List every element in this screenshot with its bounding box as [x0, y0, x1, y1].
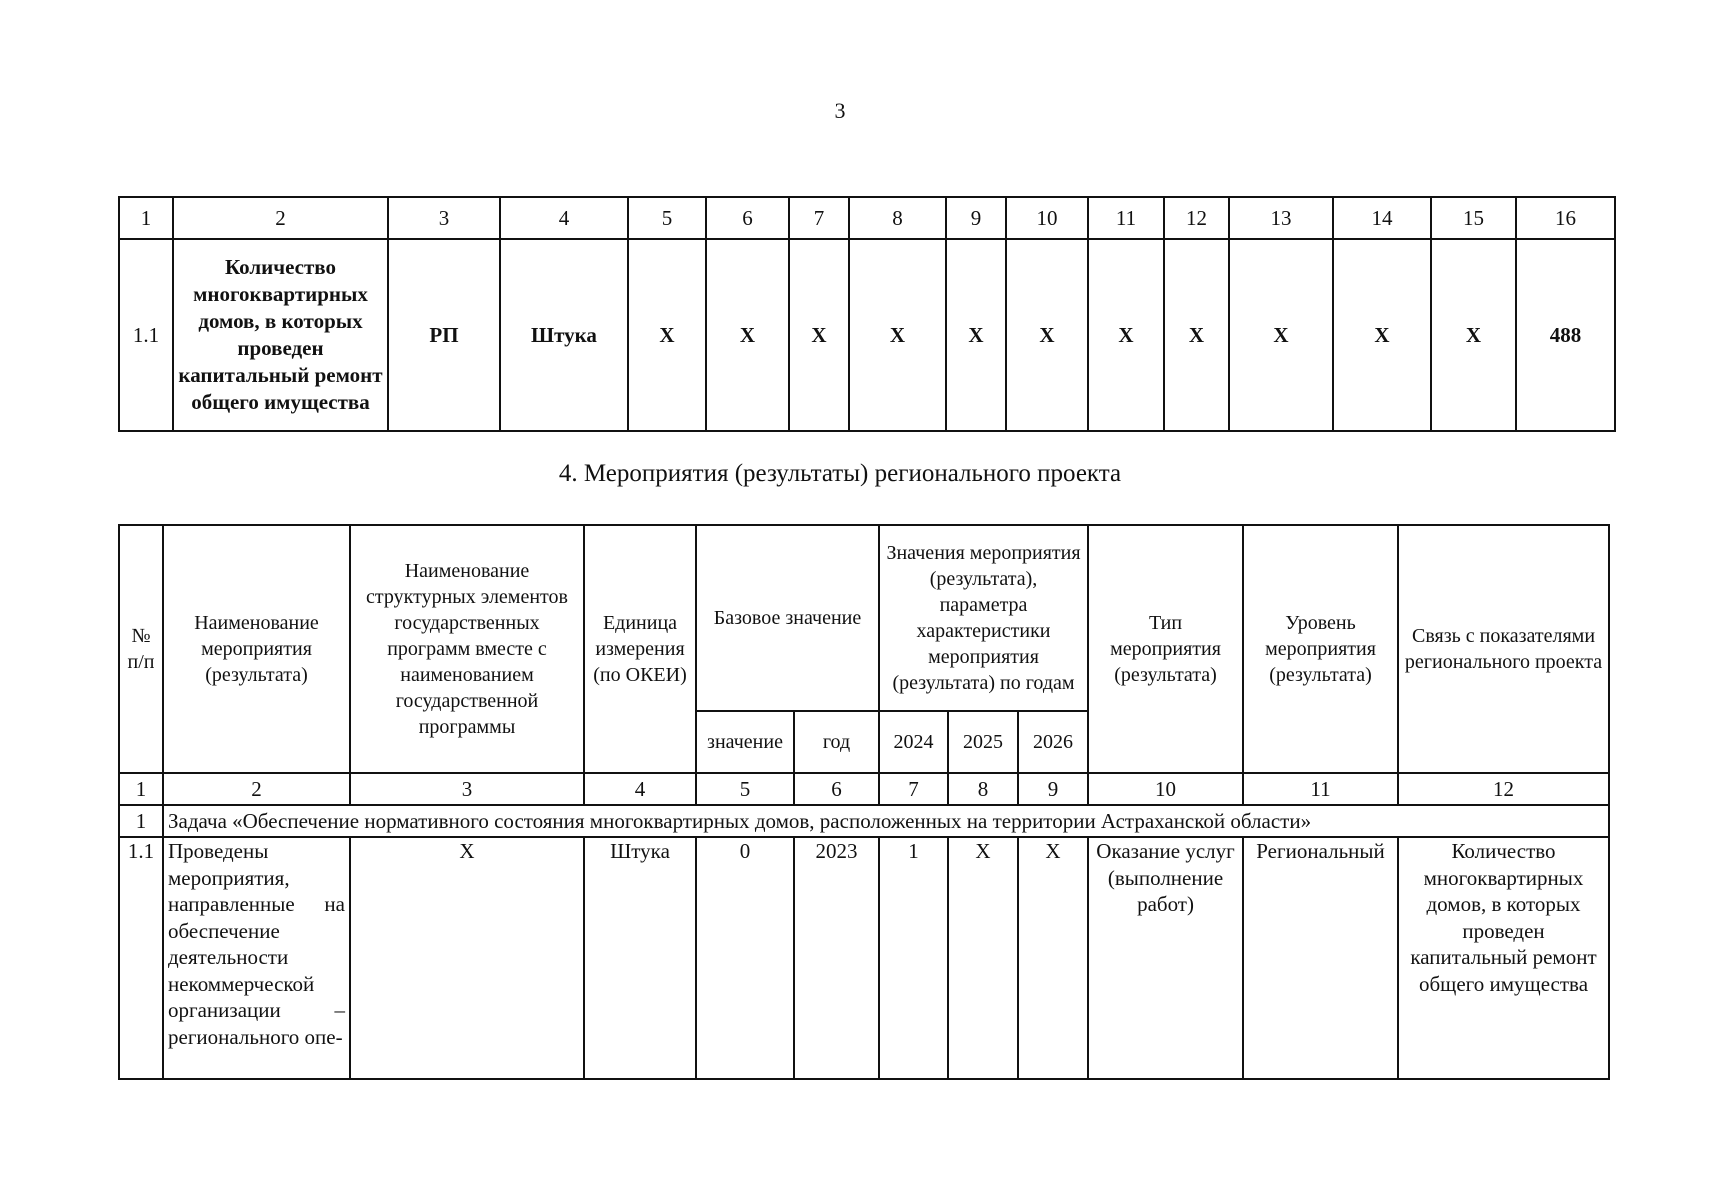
unit-cell: Штука — [584, 837, 696, 1079]
value-cell: X — [1088, 239, 1164, 431]
task-row — [119, 805, 1609, 837]
column-number-row — [119, 773, 1609, 805]
column-number: 3 — [350, 773, 584, 805]
header-link: Связь с показателями регионального проекта — [1398, 525, 1609, 773]
task-number: 1 — [119, 805, 163, 837]
value-cell: X — [946, 239, 1006, 431]
indicator-continuation-table — [118, 196, 1616, 432]
structural-element: X — [350, 837, 584, 1079]
column-number: 11 — [1243, 773, 1398, 805]
section-title: 4. Мероприятия (результаты) регионального проекта — [558, 460, 1122, 487]
value-cell: X — [1164, 239, 1229, 431]
value-cell: X — [628, 239, 706, 431]
column-number: 12 — [1164, 197, 1229, 239]
value-cell: X — [849, 239, 946, 431]
column-number: 4 — [584, 773, 696, 805]
value-2024-cell: 1 — [879, 837, 948, 1079]
column-number: 11 — [1088, 197, 1164, 239]
column-number: 8 — [849, 197, 946, 239]
column-number: 8 — [948, 773, 1018, 805]
header-num: № п/п — [119, 525, 163, 773]
header-unit: Единица измерения (по ОКЕИ) — [584, 525, 696, 773]
row-number: 1.1 — [119, 837, 163, 1079]
value-cell: X — [1431, 239, 1516, 431]
linked-indicator: Количество многоквартирных домов, в которых проведен капитальный ремонт общего имущества — [1398, 837, 1609, 1079]
column-number: 10 — [1088, 773, 1243, 805]
column-number: 2 — [163, 773, 350, 805]
activities-table — [118, 524, 1610, 1080]
column-number: 7 — [879, 773, 948, 805]
header-level: Уровень мероприятия (результата) — [1243, 525, 1398, 773]
header-row — [119, 525, 1609, 711]
table-row — [119, 239, 1615, 431]
header-type: Тип мероприятия (результата) — [1088, 525, 1243, 773]
column-number: 5 — [696, 773, 794, 805]
header-structural: Наименование структурных элементов государственных программ вместе с наименованием государственной программы — [350, 525, 584, 773]
header-year-2026: 2026 — [1018, 711, 1088, 773]
task-text: Задача «Обеспечение нормативного состояния многоквартирных домов, расположенных на территории Астраханской области» — [163, 805, 1609, 837]
header-values: Значения мероприятия (результата), параметра характеристики мероприятия (результата) по годам — [879, 525, 1088, 711]
value-2025-cell: X — [948, 837, 1018, 1079]
column-number: 16 — [1516, 197, 1615, 239]
base-year-cell: 2023 — [794, 837, 879, 1079]
column-number: 14 — [1333, 197, 1431, 239]
column-number: 3 — [388, 197, 500, 239]
column-number: 9 — [1018, 773, 1088, 805]
column-number: 13 — [1229, 197, 1333, 239]
column-number: 4 — [500, 197, 628, 239]
total-value-cell: 488 — [1516, 239, 1615, 431]
column-number: 15 — [1431, 197, 1516, 239]
header-name: Наименование мероприятия (результата) — [163, 525, 350, 773]
column-number: 1 — [119, 197, 173, 239]
unit-cell: Штука — [500, 239, 628, 431]
column-number: 6 — [794, 773, 879, 805]
column-number: 10 — [1006, 197, 1088, 239]
table-row — [119, 837, 1609, 1079]
value-2026-cell: X — [1018, 837, 1088, 1079]
header-base-year: год — [794, 711, 879, 773]
activity-type: Оказание услуг (выполнение работ) — [1088, 837, 1243, 1079]
column-number: 6 — [706, 197, 789, 239]
column-number: 9 — [946, 197, 1006, 239]
column-number: 5 — [628, 197, 706, 239]
header-year-2025: 2025 — [948, 711, 1018, 773]
column-number-row — [119, 197, 1615, 239]
base-value-cell: 0 — [696, 837, 794, 1079]
activity-level: Региональный — [1243, 837, 1398, 1079]
value-cell: X — [1006, 239, 1088, 431]
row-number: 1.1 — [119, 239, 173, 431]
column-number: 7 — [789, 197, 849, 239]
page-number: 3 — [834, 98, 846, 123]
value-cell: X — [1229, 239, 1333, 431]
indicator-level: РП — [388, 239, 500, 431]
value-cell: X — [706, 239, 789, 431]
activity-name: Проведены мероприятия, направленные на обеспечение деятельности некоммерческой организации – регионального опе- — [163, 837, 350, 1079]
header-base-value: значение — [696, 711, 794, 773]
value-cell: X — [789, 239, 849, 431]
indicator-name: Количество многоквартирных домов, в которых проведен капитальный ремонт общего имущества — [173, 239, 388, 431]
header-base: Базовое значение — [696, 525, 879, 711]
header-year-2024: 2024 — [879, 711, 948, 773]
value-cell: X — [1333, 239, 1431, 431]
column-number: 12 — [1398, 773, 1609, 805]
column-number: 2 — [173, 197, 388, 239]
column-number: 1 — [119, 773, 163, 805]
